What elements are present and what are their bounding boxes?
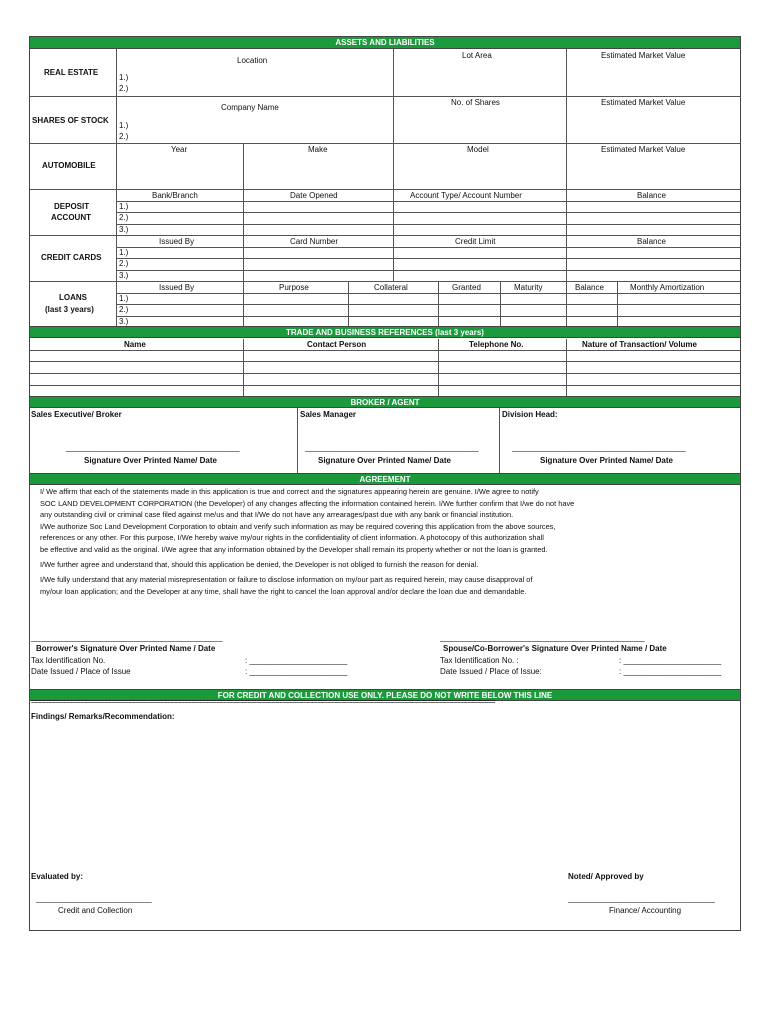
spouse-date-field[interactable]: : ______________________ bbox=[619, 667, 722, 676]
trade-header: TRADE AND BUSINESS REFERENCES (last 3 years) bbox=[30, 326, 740, 338]
deposit-row-3[interactable]: 3.) bbox=[119, 225, 129, 234]
deposit-balance-header: Balance bbox=[637, 191, 666, 200]
borrower-date-field[interactable]: : ______________________ bbox=[245, 667, 348, 676]
estimated-value-header: Estimated Market Value bbox=[601, 51, 686, 60]
borrower-tin-label: Tax Identification No. bbox=[31, 656, 106, 665]
sales-exec-sig-label: Signature Over Printed Name/ Date bbox=[84, 456, 217, 465]
evaluated-by-label: Evaluated by: bbox=[31, 872, 84, 881]
cc-row-2[interactable]: 2.) bbox=[119, 259, 129, 268]
credit-limit-header: Credit Limit bbox=[455, 237, 496, 246]
agreement-header: AGREEMENT bbox=[30, 473, 740, 485]
loan-balance-header: Balance bbox=[575, 283, 604, 292]
credit-cards-label: CREDIT CARDS bbox=[41, 253, 102, 262]
double-line-separator: ===================================================================================================================================== bbox=[31, 699, 495, 706]
loans-period-label: (last 3 years) bbox=[45, 305, 94, 314]
borrower-tin-field[interactable]: : ______________________ bbox=[245, 656, 348, 665]
findings-label: Findings/ Remarks/Recommendation: bbox=[31, 712, 175, 721]
division-sig-label: Signature Over Printed Name/ Date bbox=[540, 456, 673, 465]
shares-row-2[interactable]: 2.) bbox=[119, 132, 129, 141]
location-header: Location bbox=[237, 56, 268, 65]
deposit-row-2[interactable]: 2.) bbox=[119, 213, 129, 222]
spouse-date-label: Date Issued / Place of Issue: bbox=[440, 667, 542, 676]
account-type-header: Account Type/ Account Number bbox=[410, 191, 522, 200]
approved-sig-line[interactable]: _________________________________ bbox=[568, 894, 715, 903]
agreement-paragraph-2: I/We further agree and understand that, should this application be denied, the Developer is not obliged to furnish the reason for denial. bbox=[40, 560, 479, 569]
trade-contact-header: Contact Person bbox=[307, 340, 367, 349]
make-header: Make bbox=[308, 145, 328, 154]
automobile-label: AUTOMOBILE bbox=[42, 161, 96, 170]
deposit-row-1[interactable]: 1.) bbox=[119, 202, 129, 211]
amortization-header: Monthly Amortization bbox=[630, 283, 705, 292]
division-head-label: Division Head: bbox=[502, 410, 558, 419]
deposit-label: DEPOSIT bbox=[54, 202, 90, 211]
cc-balance-header: Balance bbox=[637, 237, 666, 246]
sales-manager-label: Sales Manager bbox=[300, 410, 357, 419]
auto-value-header: Estimated Market Value bbox=[601, 145, 686, 154]
cc-issued-header: Issued By bbox=[159, 237, 195, 246]
division-sig-line[interactable]: _______________________________________ bbox=[512, 443, 686, 452]
no-shares-header: No. of Shares bbox=[451, 98, 500, 107]
account-label: ACCOUNT bbox=[51, 213, 91, 222]
real-estate-row-1[interactable]: 1.) bbox=[119, 73, 129, 82]
office-use-header: FOR CREDIT AND COLLECTION USE ONLY. PLEASE DO NOT WRITE BELOW THIS LINE bbox=[30, 689, 740, 701]
bank-branch-header: Bank/Branch bbox=[152, 191, 198, 200]
loans-label: LOANS bbox=[59, 293, 87, 302]
finance-accounting-label: Finance/ Accounting bbox=[609, 906, 682, 915]
purpose-header: Purpose bbox=[279, 283, 309, 292]
trade-phone-header: Telephone No. bbox=[469, 340, 524, 349]
broker-header: BROKER / AGENT bbox=[30, 396, 740, 408]
granted-header: Granted bbox=[452, 283, 481, 292]
borrower-sig-line[interactable]: ___________________________________________ bbox=[31, 633, 223, 642]
cc-row-3[interactable]: 3.) bbox=[119, 271, 129, 280]
borrower-sig-label: Borrower's Signature Over Printed Name / Date bbox=[36, 644, 216, 653]
assets-header: ASSETS AND LIABILITIES bbox=[30, 37, 740, 49]
agreement-paragraph-3: I/We fully understand that any material misrepresentation or failure to disclose information on my/our part as required herein, may cause disapproval of my/our loan application; and the Developer at any time, shall have the right to cancel the loan approval and/or declare the loan due and demandable. bbox=[40, 575, 533, 596]
collateral-header: Collateral bbox=[374, 283, 408, 292]
model-header: Model bbox=[467, 145, 489, 154]
shares-value-header: Estimated Market Value bbox=[601, 98, 686, 107]
shares-row-1[interactable]: 1.) bbox=[119, 121, 129, 130]
date-opened-header: Date Opened bbox=[290, 191, 338, 200]
application-form-page bbox=[29, 36, 741, 931]
spouse-sig-label: Spouse/Co-Borrower's Signature Over Printed Name / Date bbox=[443, 644, 667, 653]
agreement-paragraph-1: I/ We affirm that each of the statements made in this application is true and correct and the signatures appearing herein are genuine. I/We agree to notify SOC LAND DEVELOPMENT CORPORATION (the Developer) of any changes affecting the information contained herein. I/We further confirm that I/we do not have any outstanding civil or criminal case filed against me/us and that I/We do not have any arrearages/past due with any bank or financial institution. I/We authorize Soc Land Development Corporation to obtain and verify such information as may be required covering this application from the above sources, references or any other. For this purpose, I/We hereby waive my/our rights in the confidentiality of client information. A photocopy of this authorization shall be effective and valid as the original. I/We agree that any information obtained by the Developer shall remain its property whether or not the loan is granted. bbox=[40, 487, 575, 554]
company-name-header: Company Name bbox=[221, 103, 279, 112]
trade-name-header: Name bbox=[124, 340, 146, 349]
maturity-header: Maturity bbox=[514, 283, 543, 292]
lot-area-header: Lot Area bbox=[462, 51, 492, 60]
sales-exec-sig-line[interactable]: _______________________________________ bbox=[66, 443, 240, 452]
spouse-tin-label: Tax Identification No. : bbox=[440, 656, 519, 665]
loan-row-1[interactable]: 1.) bbox=[119, 294, 129, 303]
spouse-tin-field[interactable]: : ______________________ bbox=[619, 656, 722, 665]
real-estate-label: REAL ESTATE bbox=[44, 68, 99, 77]
shares-label: SHARES OF STOCK bbox=[32, 116, 109, 125]
real-estate-row-2[interactable]: 2.) bbox=[119, 84, 129, 93]
sales-executive-label: Sales Executive/ Broker bbox=[31, 410, 122, 419]
sales-mgr-sig-line[interactable]: _______________________________________ bbox=[305, 443, 479, 452]
loan-row-3[interactable]: 3.) bbox=[119, 317, 129, 326]
credit-collection-label: Credit and Collection bbox=[58, 906, 133, 915]
spouse-sig-line[interactable]: ______________________________________________ bbox=[440, 633, 645, 642]
evaluated-sig-line[interactable]: __________________________ bbox=[36, 894, 152, 903]
trade-nature-header: Nature of Transaction/ Volume bbox=[582, 340, 697, 349]
noted-approved-label: Noted/ Approved by bbox=[568, 872, 644, 881]
loan-issued-header: Issued By bbox=[159, 283, 195, 292]
cc-row-1[interactable]: 1.) bbox=[119, 248, 129, 257]
year-header: Year bbox=[171, 145, 188, 154]
card-number-header: Card Number bbox=[290, 237, 339, 246]
borrower-date-label: Date Issued / Place of Issue bbox=[31, 667, 131, 676]
sales-mgr-sig-label: Signature Over Printed Name/ Date bbox=[318, 456, 451, 465]
loan-row-2[interactable]: 2.) bbox=[119, 305, 129, 314]
